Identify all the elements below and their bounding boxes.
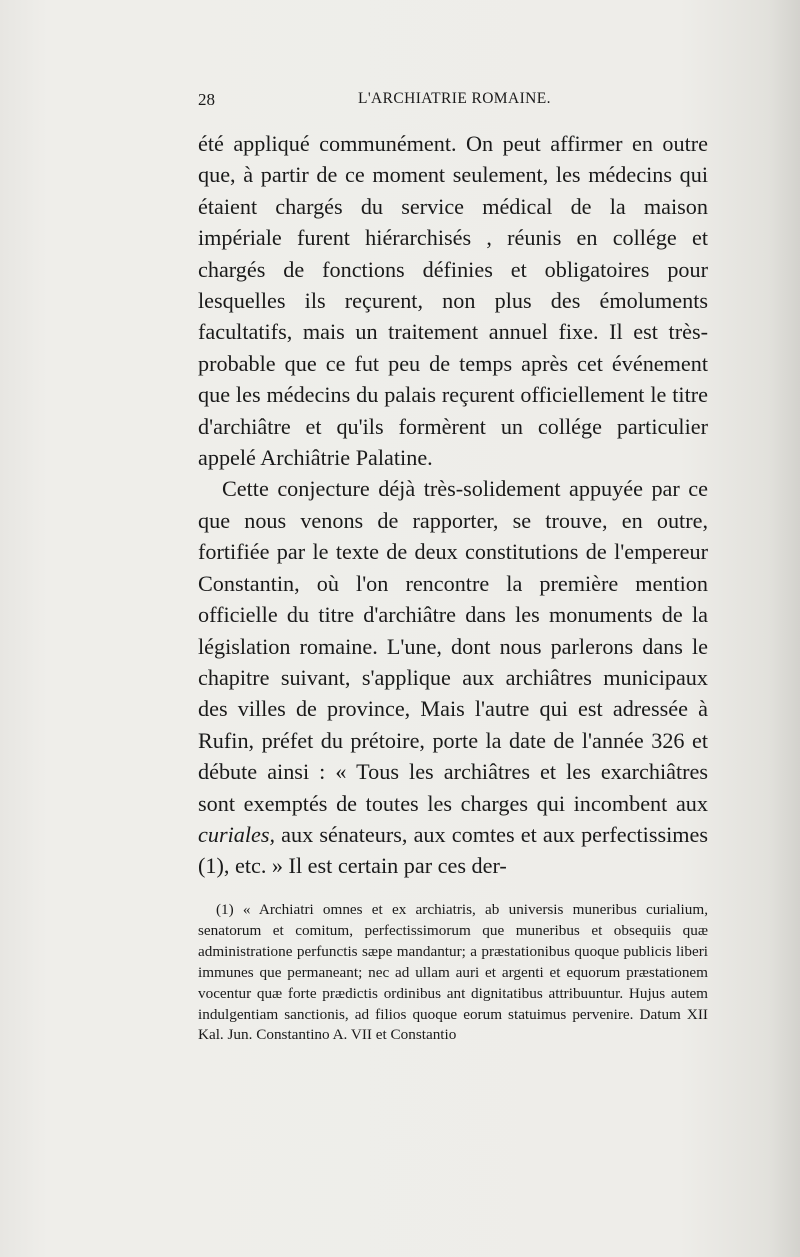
paragraph-2-text-end: aux sénateurs, aux comtes et aux perfectissimes (1), etc. » Il est certain par ces der- — [198, 821, 708, 879]
paragraph-2 — [198, 473, 708, 881]
paragraph-1: été appliqué communément. On peut affirmer en outre que, à partir de ce moment seulement, les médecins qui étaient chargés du service médical de la maison impériale furent hiérarchisés , réunis en collége et chargés de fonctions définies et obligatoires pour lesquelles ils reçurent, non plus des émoluments facultatifs, mais un traitement annuel fixe. Il est très-probable que ce fut peu de temps après cet événement que les médecins du palais reçurent officiellement le titre d'archiâtre et qu'ils formèrent un collége particulier appelé Archiâtrie Palatine. — [198, 131, 708, 471]
running-title: L'ARCHIATRIE ROMAINE. — [358, 90, 551, 107]
body-text — [198, 128, 708, 882]
italic-term-curiales: curiales, — [198, 821, 276, 847]
footnote-text: (1) « Archiatri omnes et ex archiatris, ab universis muneribus curialium, senatorum et comitum, perfectissimorum que muneribus et obsequiis quæ administratione perfunctis sæpe mandantur; a præstationibus quoque publicis liberi immunes que permaneant; nec ad ullam auri et argenti et equorum præstationem vocentur quæ forte prædictis ordinibus ant dignitatibus attribuuntur. Hujus autem indulgentiam sanctionis, ad filios quoque eorum statuimus pervenire. Datum XII Kal. Jun. Constantino A. VII et Constantio — [198, 901, 708, 1044]
footnote — [198, 900, 708, 1046]
page-number: 28 — [198, 90, 215, 109]
page-header — [198, 90, 710, 114]
paragraph-2-text-start: Cette conjecture déjà très-solidement appuyée par ce que nous venons de rapporter, se trouve, en outre, fortifiée par le texte de deux constitutions de l'empereur Constantin, où l'on rencontre la première mention officielle du titre d'archiâtre dans les monuments de la législation romaine. L'une, dont nous parlerons dans le chapitre suivant, s'applique aux archiâtres municipaux des villes de province, Mais l'autre qui est adressée à Rufin, préfet du prétoire, porte la date de l'année 326 et débute ainsi : « Tous les archiâtres et les exarchiâtres sont exemptés de toutes les charges qui incombent aux — [198, 476, 708, 816]
